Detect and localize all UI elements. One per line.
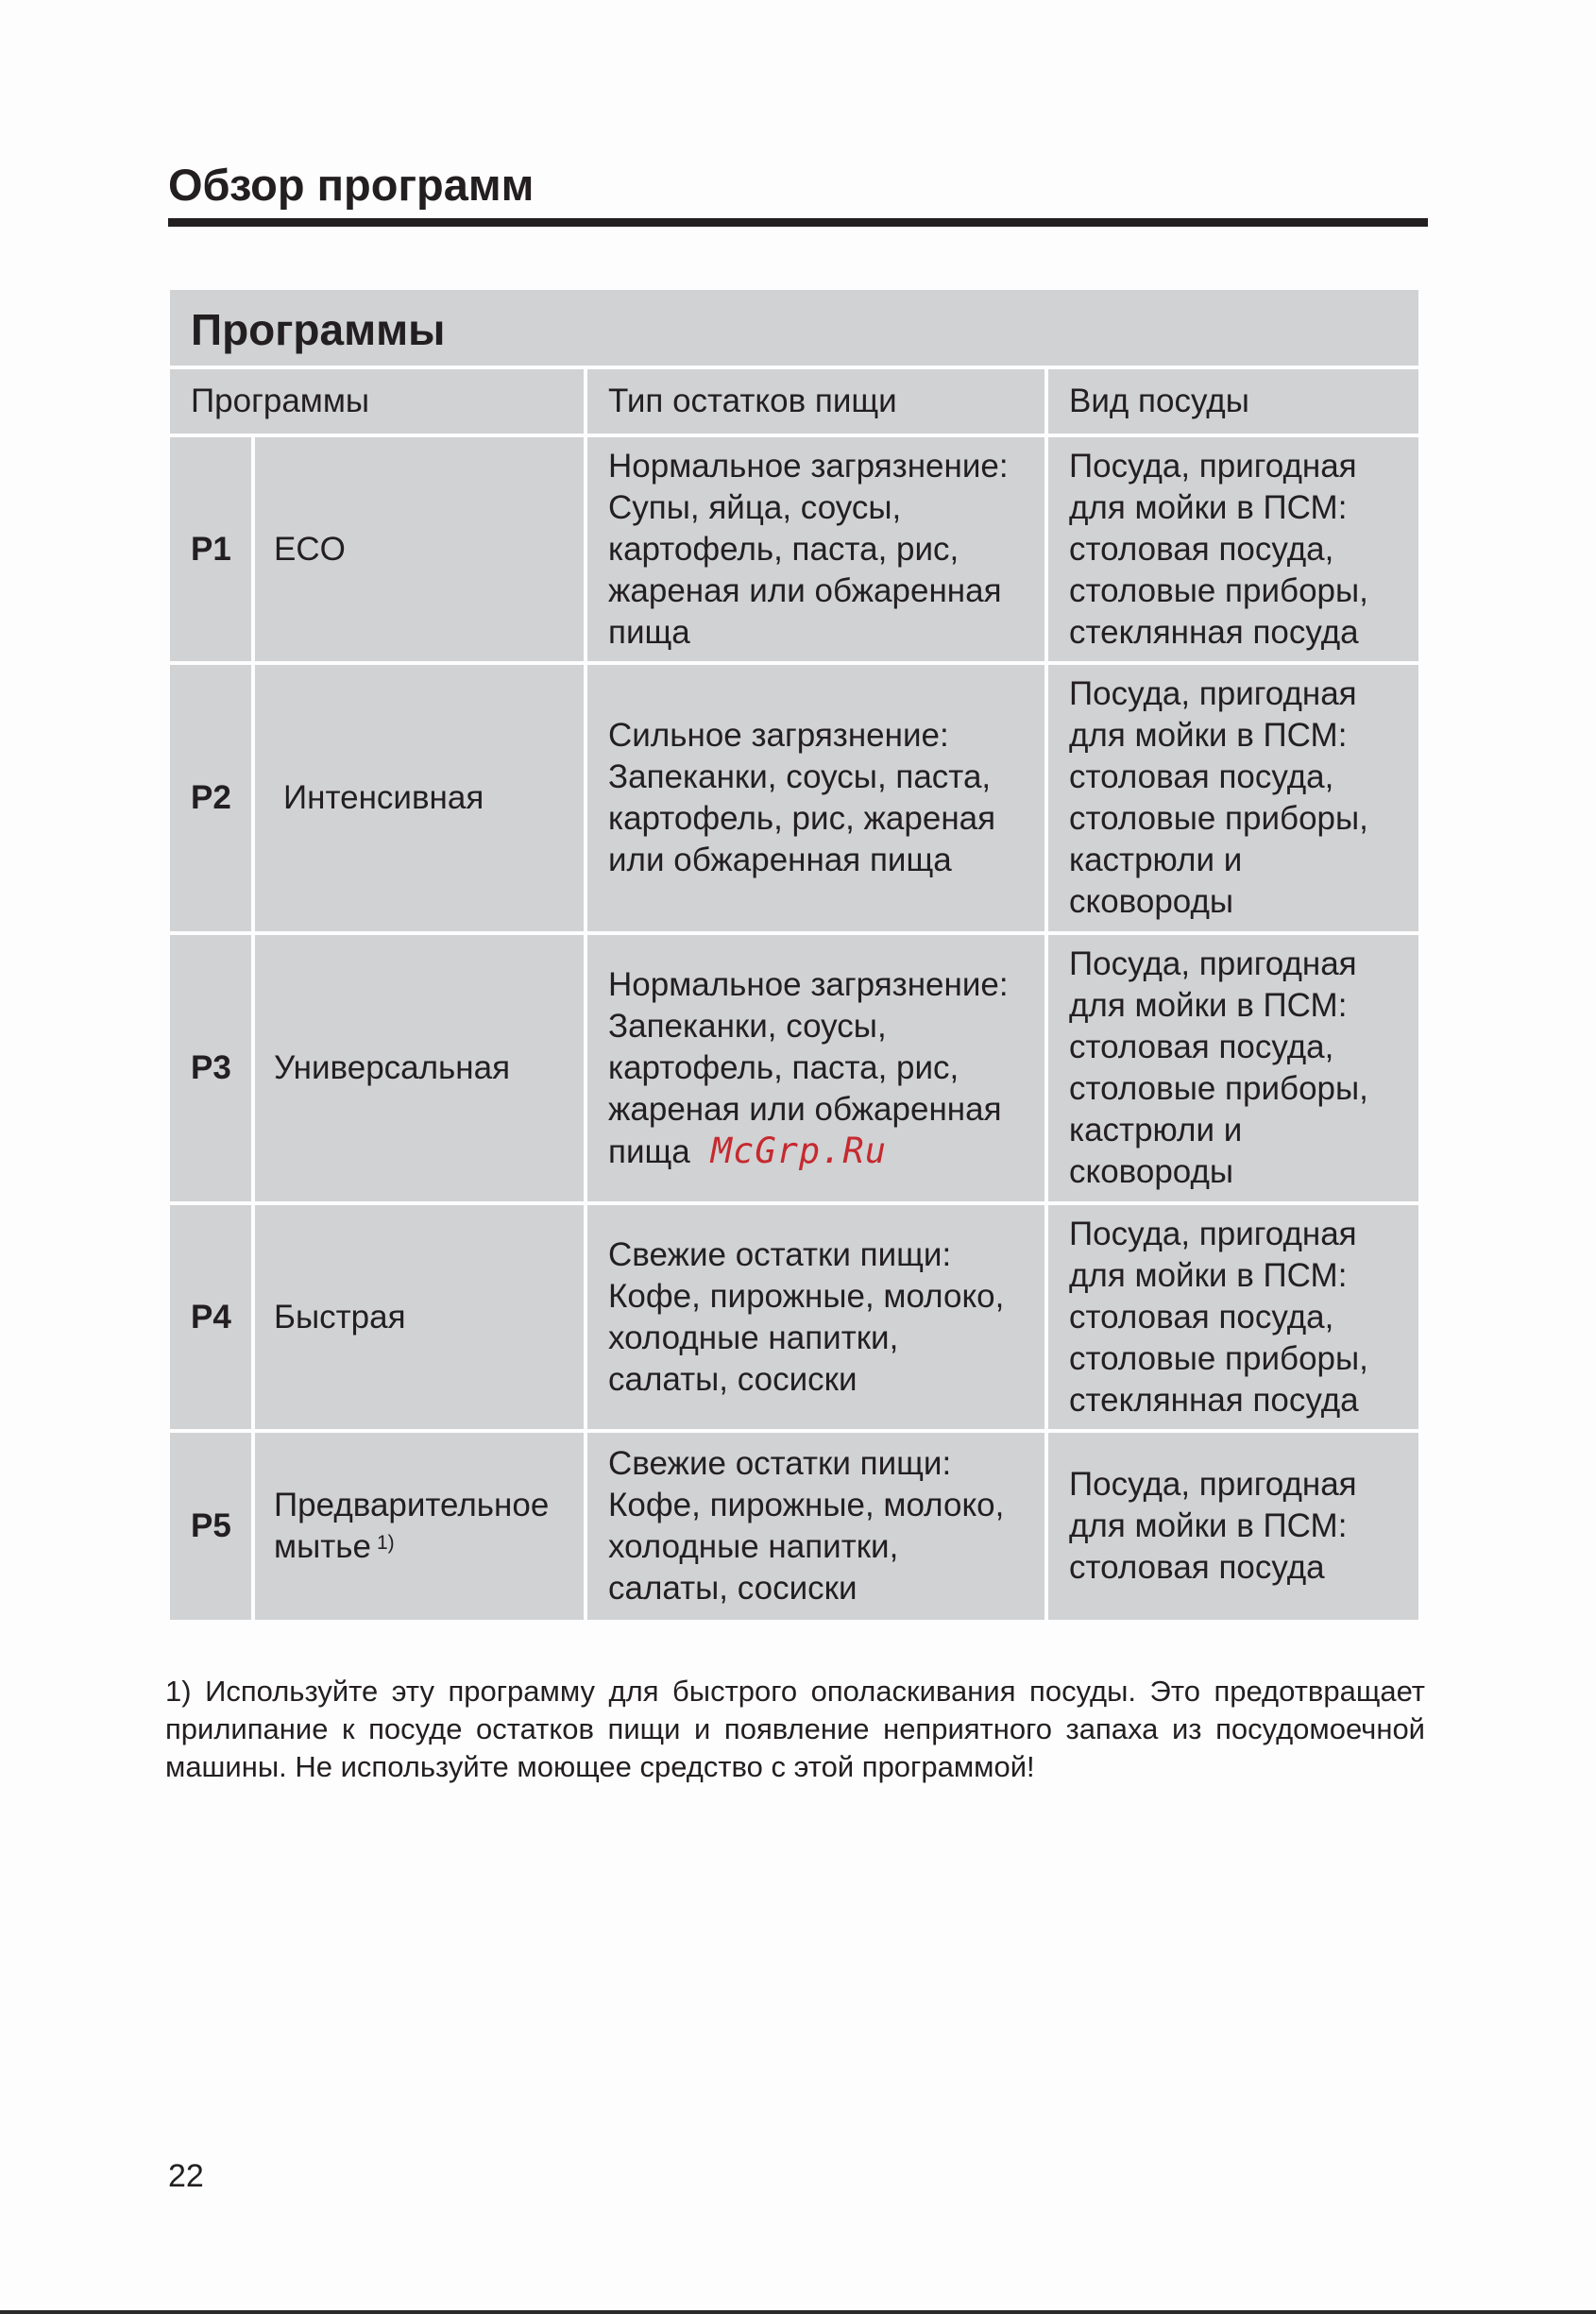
footnote-marker: 1) <box>376 1532 395 1554</box>
dish-type-cell: Посуда, пригодная для мойки в ПСМ: столовая посуда, столовые приборы, кастрюли и сковороды <box>1046 663 1420 933</box>
program-name-cell <box>253 1431 586 1622</box>
table-caption: Программы <box>168 288 1420 367</box>
bottom-border <box>0 2310 1596 2314</box>
table-row <box>168 933 1420 1203</box>
food-type-cell: Свежие остатки пищи: Кофе, пирожные, молоко, холодные напитки, салаты, сосиски <box>586 1203 1046 1431</box>
food-type-cell: Свежие остатки пищи: Кофе, пирожные, молоко, холодные напитки, салаты, сосиски <box>586 1431 1046 1622</box>
food-type-text: Нормальное загрязнение: Запеканки, соусы, картофель, паста, рис, жареная или обжаренная пища <box>608 965 1009 1170</box>
program-name: Универсальная <box>253 933 586 1203</box>
dish-type-cell: Посуда, пригодная для мойки в ПСМ: столовая посуда, столовые приборы, кастрюли и сковороды <box>1046 933 1420 1203</box>
watermark-link[interactable]: McGrp.Ru <box>710 1130 887 1171</box>
program-name: Интенсивная <box>253 663 586 933</box>
program-code: P4 <box>168 1203 253 1431</box>
footnote: 1) Используйте эту программу для быстрого ополаскивания посуды. Это предотвращает прилипание к посуде остатков пищи и появление неприятного запаха из посудомоечной машины. Не используйте моющее средство с этой программой! <box>165 1675 1425 1783</box>
column-header-programs: Программы <box>168 367 586 435</box>
table-header-row <box>168 367 1420 435</box>
program-code: P3 <box>168 933 253 1203</box>
food-type-cell <box>586 933 1046 1203</box>
programs-table <box>166 286 1422 1624</box>
program-code: P2 <box>168 663 253 933</box>
program-name: Быстрая <box>253 1203 586 1431</box>
food-type-cell: Сильное загрязнение: Запеканки, соусы, паста, картофель, рис, жареная или обжаренная пища <box>586 663 1046 933</box>
table-row <box>168 1203 1420 1431</box>
program-code: P5 <box>168 1431 253 1622</box>
program-name: ECO <box>253 435 586 663</box>
dish-type-cell: Посуда, пригодная для мойки в ПСМ: столовая посуда, столовые приборы, стеклянная посуда <box>1046 435 1420 663</box>
program-code: P1 <box>168 435 253 663</box>
table-row <box>168 435 1420 663</box>
page-title: Обзор программ <box>168 160 535 210</box>
column-header-food-type: Тип остатков пищи <box>586 367 1046 435</box>
title-divider <box>168 218 1428 227</box>
food-type-cell: Нормальное загрязнение: Супы, яйца, соусы, картофель, паста, рис, жареная или обжаренная пища <box>586 435 1046 663</box>
column-header-dish-type: Вид посуды <box>1046 367 1420 435</box>
program-name: Предварительное мытье <box>274 1487 550 1565</box>
dish-type-cell: Посуда, пригодная для мойки в ПСМ: столовая посуда, столовые приборы, стеклянная посуда <box>1046 1203 1420 1431</box>
page-number: 22 <box>168 2158 204 2194</box>
dish-type-cell: Посуда, пригодная для мойки в ПСМ: столовая посуда <box>1046 1431 1420 1622</box>
table-row <box>168 1431 1420 1622</box>
table-row <box>168 663 1420 933</box>
